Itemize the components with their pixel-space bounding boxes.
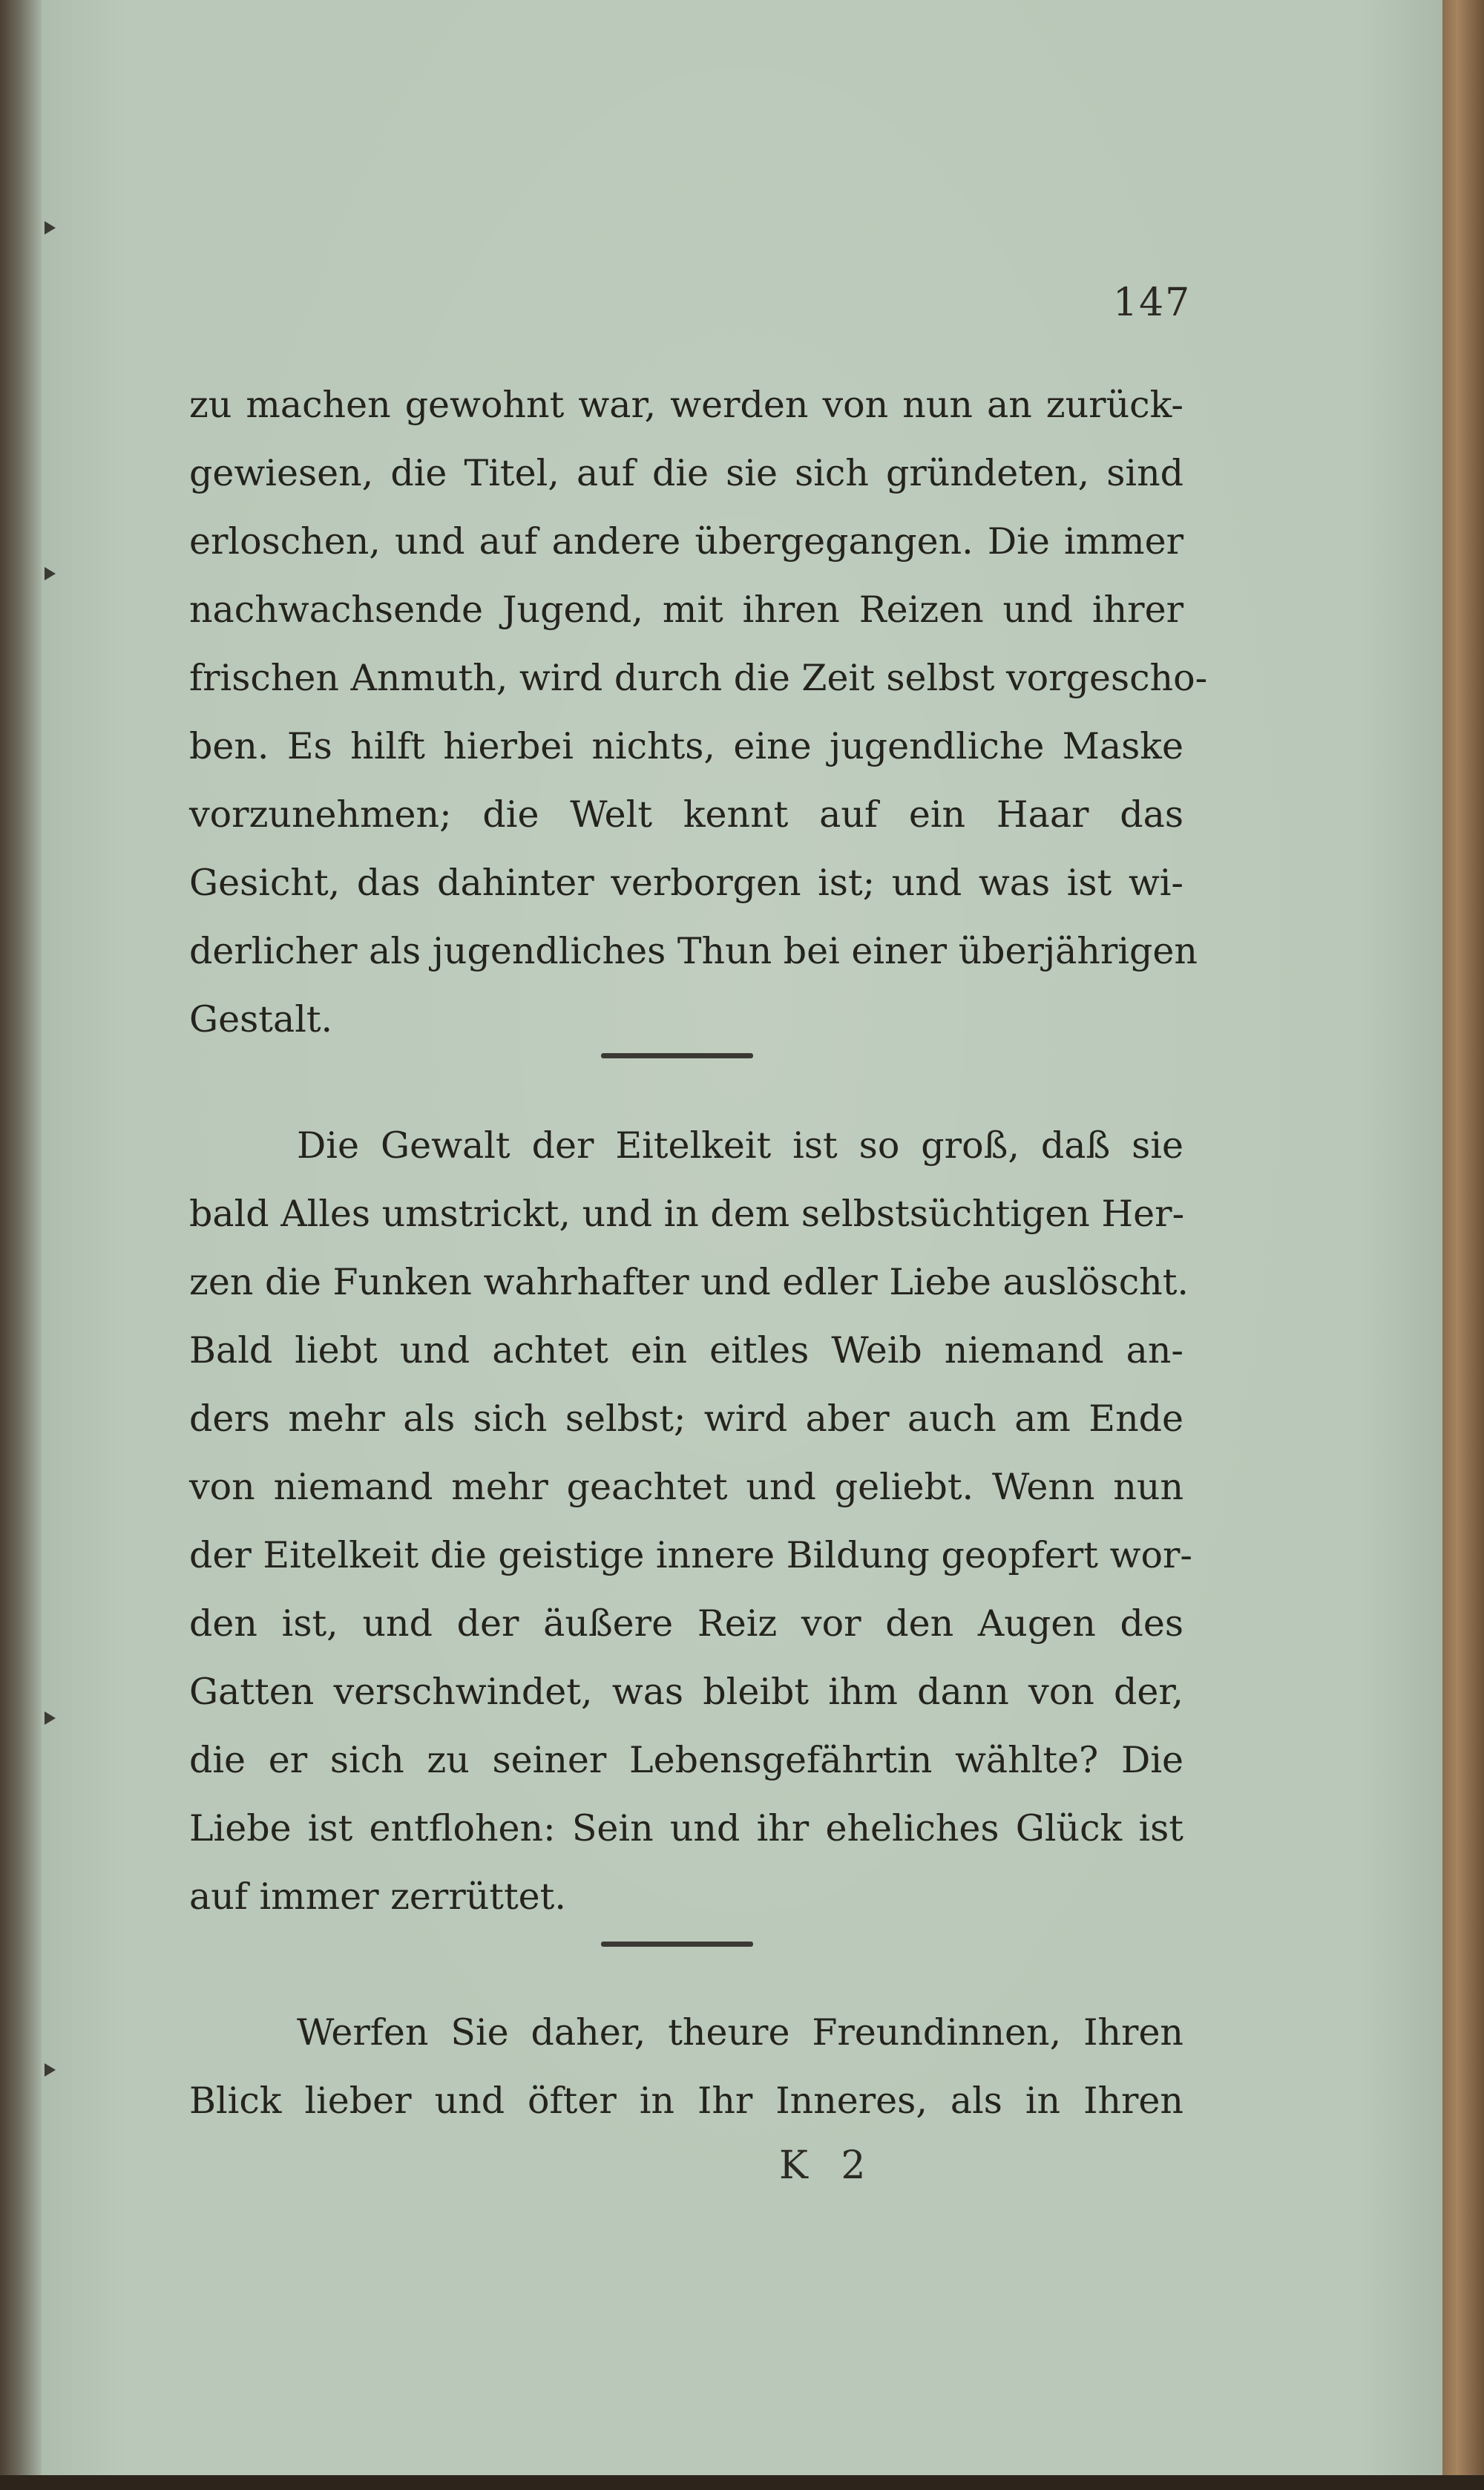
text-line: Liebe ist entflohen: Sein und ihr eheliches Glück ist [189, 1807, 1183, 1850]
text-line: Bald liebt und achtet ein eitles Weib niemand an- [189, 1329, 1183, 1372]
page-number: 147 [1113, 281, 1192, 325]
text-line: von niemand mehr geachtet und geliebt. Wenn nun [189, 1466, 1183, 1508]
text-line: zen die Funken wahrhafter und edler Liebe auslöscht. [189, 1261, 1189, 1303]
text-line: Gestalt. [189, 998, 333, 1041]
text-line: derlicher als jugendliches Thun bei einer überjährigen [189, 930, 1198, 972]
text-line: ben. Es hilft hierbei nichts, eine jugendliche Maske [189, 725, 1183, 767]
text-line: frischen Anmuth, wird durch die Zeit selbst vorgescho- [189, 657, 1208, 699]
bottom-page-edge [0, 2475, 1484, 2490]
thread-mark [45, 1711, 56, 1725]
text-line: die er sich zu seiner Lebensgefährtin wählte? Die [189, 1739, 1183, 1781]
thread-mark [45, 567, 56, 580]
text-line: Blick lieber und öfter in Ihr Inneres, als in Ihren [189, 2080, 1183, 2122]
paragraph-1 [189, 371, 1208, 1054]
text-line: der Eitelkeit die geistige innere Bildung geopfert wor- [189, 1534, 1192, 1576]
text-line: Gatten verschwindet, was bleibt ihm dann von der, [189, 1671, 1183, 1713]
text-line: Gesicht, das dahinter verborgen ist; und was ist wi- [189, 862, 1183, 904]
text-line: den ist, und der äußere Reiz vor den Augen des [189, 1602, 1183, 1645]
left-binding-edge [0, 0, 42, 2490]
text-line: erloschen, und auf andere übergegangen. Die immer [189, 520, 1183, 563]
text-line: auf immer zerrüttet. [189, 1875, 566, 1918]
text-line: ders mehr als sich selbst; wird aber auch am Ende [189, 1398, 1183, 1440]
text-line: nachwachsende Jugend, mit ihren Reizen und ihrer [189, 589, 1183, 631]
text-line: bald Alles umstrickt, und in dem selbstsüchtigen Her- [189, 1193, 1185, 1235]
section-divider [601, 1053, 753, 1058]
text-line: vorzunehmen; die Welt kennt auf ein Haar das [189, 793, 1183, 836]
thread-mark [45, 2063, 56, 2077]
thread-mark [45, 221, 56, 235]
text-line: Die Gewalt der Eitelkeit ist so groß, daß sie [297, 1124, 1183, 1167]
text-line: gewiesen, die Titel, auf die sie sich gründeten, sind [189, 452, 1183, 494]
printer-signature-mark: K 2 [779, 2143, 876, 2188]
right-page-edge [1442, 0, 1484, 2490]
paragraph-2 [189, 1112, 1192, 1931]
paragraph-3 [189, 1999, 1183, 2135]
section-divider [601, 1942, 753, 1947]
text-line: Werfen Sie daher, theure Freundinnen, Ihren [297, 2011, 1183, 2054]
text-line: zu machen gewohnt war, werden von nun an zurück- [189, 384, 1183, 426]
